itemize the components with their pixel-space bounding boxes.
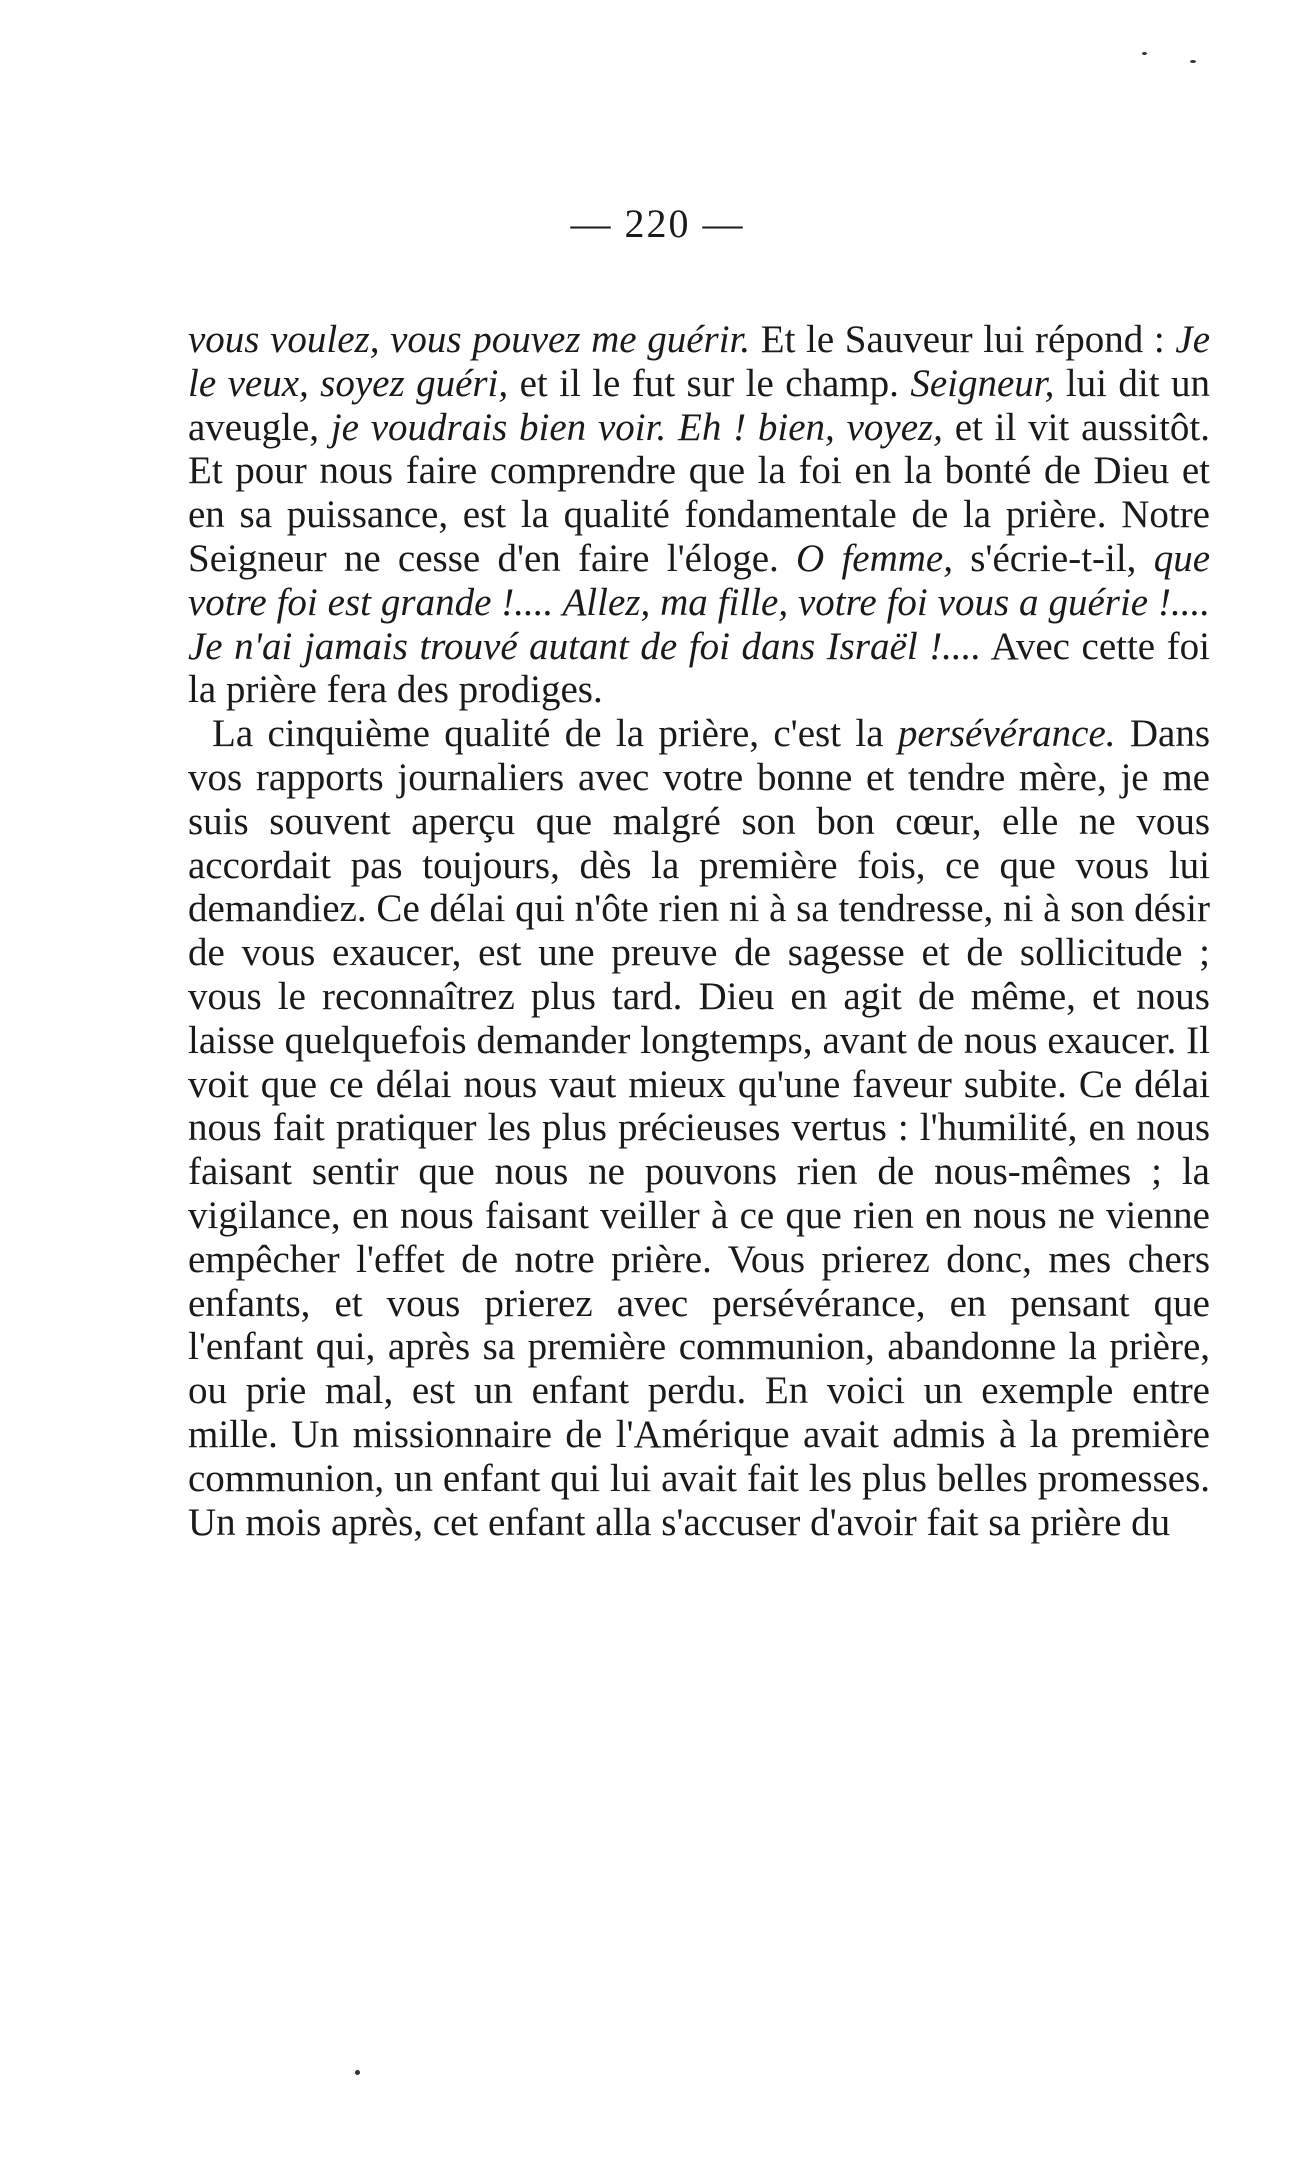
italic-run: vous voulez, vous pouvez me guérir. (188, 318, 751, 361)
body-text (188, 318, 1210, 1544)
italic-run: O femme, (796, 536, 953, 580)
text-run: La cinquième qualité de la prière, c'est la (212, 712, 898, 756)
italic-run: persévérance. (897, 712, 1116, 756)
italic-run: Seigneur, (910, 361, 1055, 405)
text-run: Avec cette foi la prière fera des prodiges. (188, 624, 1210, 712)
scan-speck (355, 2070, 360, 2075)
scan-speck (1142, 52, 1147, 55)
text-run: s'écrie-t-il, (953, 536, 1154, 580)
text-run: lui dit un aveugle, (188, 361, 1210, 449)
scan-speck (1190, 60, 1196, 63)
italic-run: Je le veux, soyez guéri, (188, 318, 1211, 405)
text-run: Et le Sauveur lui répond : (750, 318, 1176, 361)
paragraph-2 (188, 712, 1210, 1544)
italic-run: que votre foi est grande !.... Allez, ma fille, votre foi vous a guérie !.... Je n'ai jamais trouvé autant de foi dans Israël !.... (188, 536, 1210, 668)
text-run: et il le fut sur le champ. (508, 361, 911, 405)
page-number: — 220 — (570, 201, 745, 246)
paragraph-1 (188, 318, 1210, 712)
text-run: Dans vos rapports journaliers avec votre bonne et tendre mère, je me suis souvent aperçu que malgré son bon cœur, elle ne vous accordait pas toujours, dès la première fois, ce que vous lui demandiez. Ce délai qui n'ôte rien ni à sa tendresse, ni à son désir de vous exaucer, est une preuve de sagesse et de sollicitude ; vous le reconnaîtrez plus tard. Dieu en agit de même, et nous laisse quelquefois demander longtemps, avant de nous exaucer. Il voit que ce délai nous vaut mieux qu'une faveur subite. Ce délai nous fait pratiquer les plus précieuses vertus : l'humilité, en nous faisant sentir que nous ne pouvons rien de nous-mêmes ; la vigilance, en nous faisant veiller à ce que rien en nous ne vienne empêcher l'effet de notre prière. Vous prierez donc, mes chers enfants, et vous prierez avec persévérance, en pensant que l'enfant qui, après sa première communion, abandonne la prière, ou prie mal, est un enfant perdu. En voici un exemple entre mille. Un missionnaire de l'Amérique avait admis à la première communion, un enfant qui lui avait fait les plus belles promesses. Un mois après, cet enfant alla s'accuser d'avoir fait sa prière du (188, 712, 1211, 1544)
text-run: et il vit aussitôt. Et pour nous faire comprendre que la foi en la bonté de Dieu et en sa puissance, est la qualité fondamentale de la prière. Notre Seigneur ne cesse d'en faire l'éloge. (188, 405, 1210, 580)
italic-run: je voudrais bien voir. Eh ! bien, voyez, (330, 405, 943, 449)
